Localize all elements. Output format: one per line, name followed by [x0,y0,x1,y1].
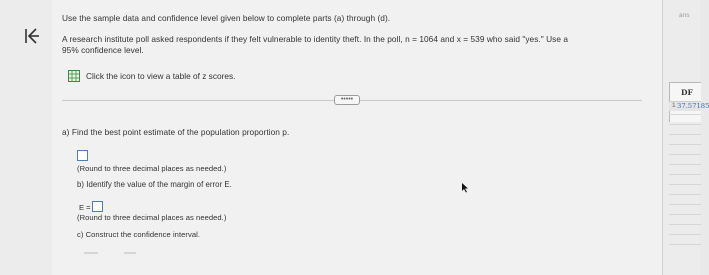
part-a-rounding-note: (Round to three decimal places as needed.) [77,164,227,173]
question-scenario-line1: A research institute poll asked respondents if they felt vulnerable to identity theft. In the poll, n = 1064 and x = 539 who said "yes." Use a [62,34,569,44]
part-a-prompt: a) Find the best point estimate of the population proportion p. [62,127,290,137]
faint-placeholder-lines [72,252,192,258]
left-gutter [0,0,52,275]
question-content [52,0,662,275]
table-grid-icon[interactable] [68,70,80,82]
df-table-row-index: 1 [672,102,676,109]
df-table-empty-rows [669,114,701,254]
question-scenario-line2: 95% confidence level. [62,45,144,55]
z-table-link[interactable] [68,70,235,82]
p-hat-answer-input[interactable] [77,150,88,161]
part-b-rounding-note: (Round to three decimal places as needed.) [77,213,227,222]
part-b-prompt: b) Identify the value of the margin of error E. [77,180,232,189]
back-arrow-icon[interactable] [22,26,42,46]
margin-error-label: E = [79,203,91,212]
df-table-row-value: 37.57185 [677,102,709,110]
z-table-link-text[interactable]: Click the icon to view a table of z scores. [86,71,236,81]
question-intro: Use the sample data and confidence level given below to complete parts (a) through (d). [62,13,391,23]
right-side-panel [662,0,709,275]
part-c-prompt: c) Construct the confidence interval. [77,230,200,239]
df-header: DF [681,88,693,97]
expand-more-button[interactable]: ••••• [334,95,360,105]
ans-label: ans [679,12,690,19]
margin-error-input[interactable] [92,201,103,212]
mouse-cursor-icon [461,183,469,193]
